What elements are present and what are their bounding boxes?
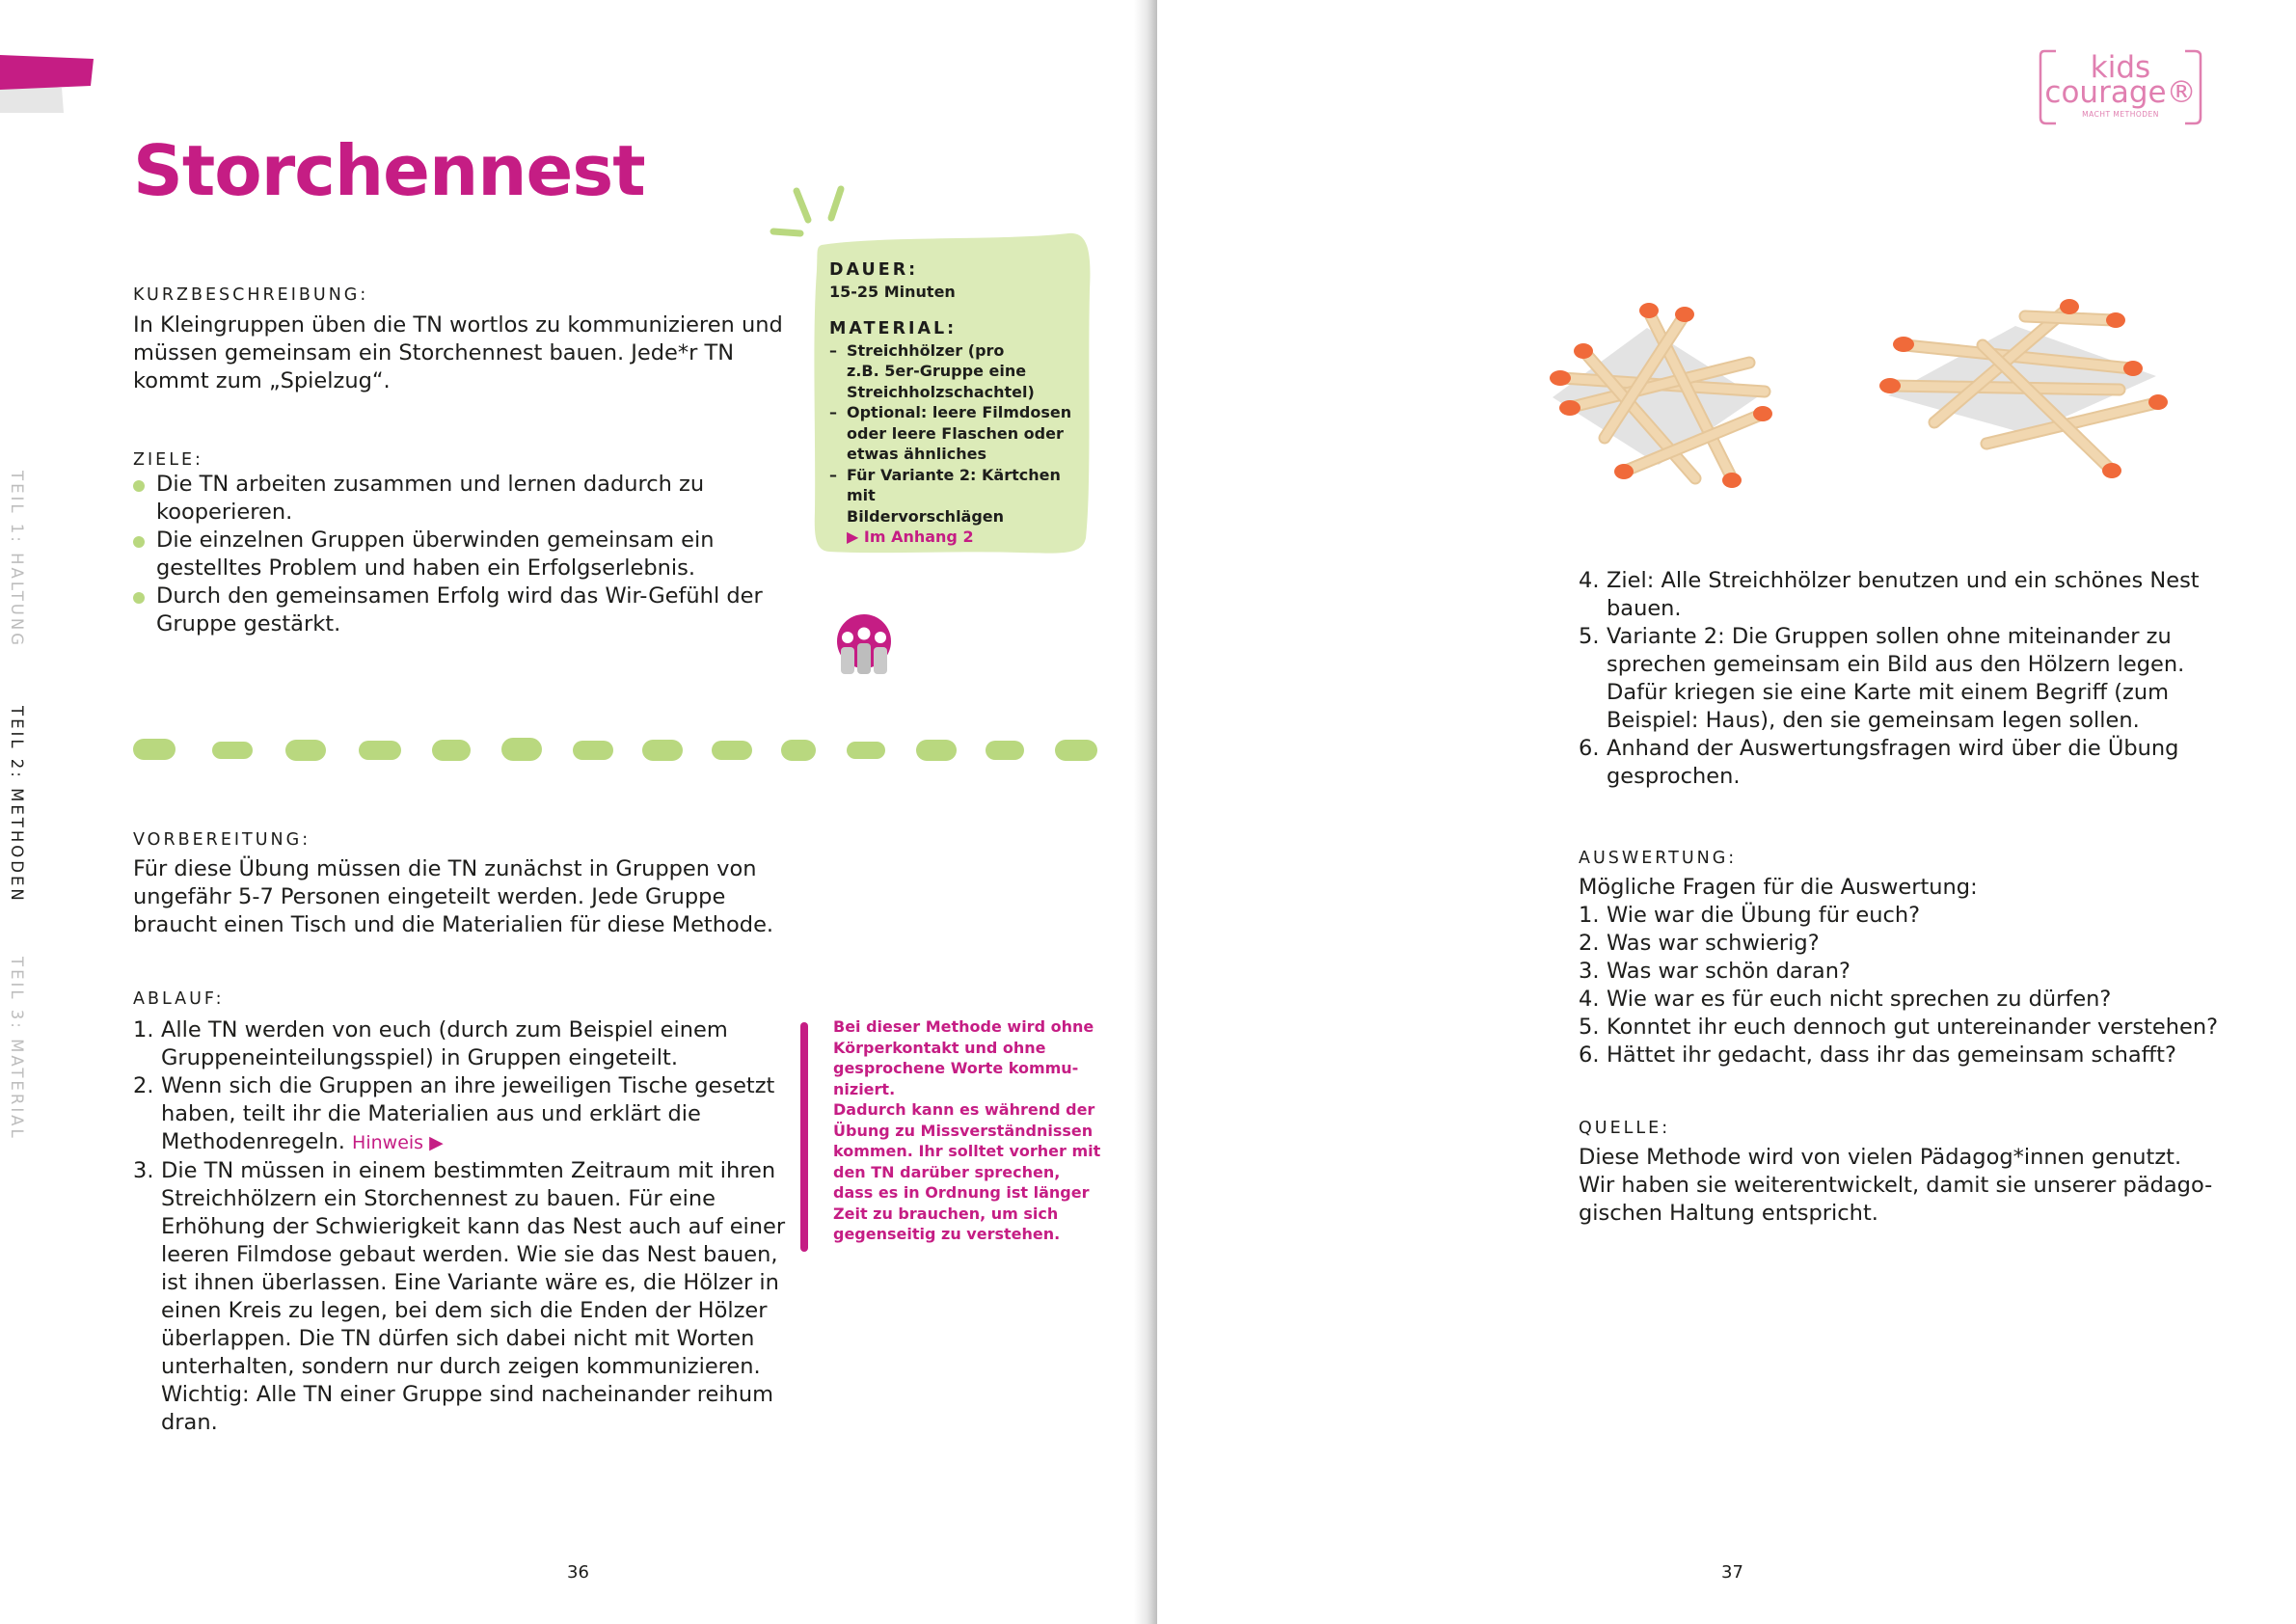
text-line: Wichtig: Alle TN einer Gruppe sind nacheinander reihum bbox=[161, 1382, 774, 1407]
list-item bbox=[1579, 623, 2273, 735]
text-line: gestelltes Problem und haben ein Erfolgserlebnis. bbox=[156, 555, 696, 581]
text-line: Wenn sich die Gruppen an ihre jeweiligen Tische gesetzt bbox=[161, 1073, 775, 1098]
text-line: Die TN arbeiten zusammen und lernen dadurch zu bbox=[156, 472, 705, 497]
material-label: MATERIAL: bbox=[829, 319, 958, 338]
text-line: Für diese Übung müssen die TN zunächst in Gruppen von bbox=[133, 856, 757, 881]
text-line: ist ihnen überlassen. Eine Variante wäre es, die Hölzer in bbox=[161, 1270, 779, 1295]
text-line: Alle TN werden von euch (durch zum Beispiel einem bbox=[161, 1017, 728, 1042]
ziele-list bbox=[133, 471, 770, 638]
text-line: kooperieren. bbox=[156, 500, 293, 525]
text-line: etwas ähnliches bbox=[847, 445, 986, 463]
list-item bbox=[133, 471, 770, 527]
page-title: Storchennest bbox=[133, 130, 645, 211]
list-item bbox=[1579, 735, 2273, 791]
right-page bbox=[1157, 0, 2296, 1624]
kurzbeschreibung-text bbox=[133, 311, 808, 395]
ziele-label: ZIELE: bbox=[133, 450, 203, 470]
list-item bbox=[1579, 930, 2273, 958]
auswertung-intro: Mögliche Fragen für die Auswertung: bbox=[1579, 875, 1978, 900]
list-number: 5. bbox=[1579, 624, 1600, 649]
text-line: Erhöhung der Schwierigkeit kann das Nest auch auf einer bbox=[161, 1214, 786, 1239]
list-item bbox=[1579, 1014, 2273, 1042]
kurzbeschreibung-label: KURZBESCHREIBUNG: bbox=[133, 285, 369, 305]
text-line: gegenseitig zu verstehen. bbox=[833, 1225, 1061, 1243]
page-number-right: 37 bbox=[1721, 1562, 1743, 1583]
question-text: Was war schwierig? bbox=[1607, 931, 1820, 956]
text-line: gischen Haltung entspricht. bbox=[1579, 1201, 1878, 1226]
anhang-link[interactable]: ▶ Im Anhang 2 bbox=[847, 528, 974, 546]
text-line: Variante 2: Die Gruppen sollen ohne miteinander zu bbox=[1607, 624, 2172, 649]
list-item bbox=[829, 465, 1075, 528]
list-item bbox=[133, 1072, 808, 1157]
list-item bbox=[1579, 958, 2273, 986]
bullet-dot-icon bbox=[133, 480, 145, 492]
bullet-dot-icon bbox=[133, 536, 145, 548]
page-gutter bbox=[1134, 0, 1157, 1624]
side-tab-teil1[interactable]: TEIL 1: HALTUNG bbox=[8, 471, 26, 649]
text-line: Die einzelnen Gruppen überwinden gemeinsam ein bbox=[156, 528, 715, 553]
list-number: 2. bbox=[1579, 931, 1600, 956]
auswertung-label: AUSWERTUNG: bbox=[1579, 849, 1738, 868]
question-text: Konntet ihr euch dennoch gut untereinander verstehen? bbox=[1607, 1015, 2219, 1040]
material-list bbox=[829, 340, 1075, 528]
text-line: oder leere Flaschen oder bbox=[847, 423, 1064, 443]
list-number: 3. bbox=[1579, 959, 1600, 984]
text-line: Ziel: Alle Streichhölzer benutzen und ein schönes Nest bbox=[1607, 568, 2200, 593]
text-line: haben, teilt ihr die Materialien aus und erklärt die bbox=[161, 1101, 701, 1126]
list-item bbox=[1579, 567, 2273, 623]
text-line: Dafür kriegen sie eine Karte mit einem Begriff (zum bbox=[1607, 680, 2170, 705]
info-box bbox=[808, 231, 1093, 556]
info-box-content bbox=[829, 260, 1075, 548]
ablauf-list-continued bbox=[1579, 567, 2273, 791]
text-line: Die TN müssen in einem bestimmten Zeitraum mit ihren bbox=[161, 1158, 776, 1183]
text-line: z.B. 5er-Gruppe eine bbox=[847, 362, 1027, 380]
list-number: 1. bbox=[133, 1017, 154, 1042]
text-line: gesprochene Worte kommu- bbox=[833, 1059, 1079, 1077]
dash-icon: – bbox=[829, 403, 837, 421]
list-number: 4. bbox=[1579, 987, 1600, 1012]
text-line: bauen. bbox=[1607, 596, 1682, 621]
text-line: Gruppeneinteilungsspiel) in Gruppen eingeteilt. bbox=[161, 1045, 678, 1070]
bullet-dot-icon bbox=[133, 592, 145, 604]
text-line: müssen gemeinsam ein Storchennest bauen. Jede*r TN bbox=[133, 340, 735, 365]
list-item bbox=[829, 402, 1075, 465]
text-line: braucht einen Tisch und die Materialien für diese Methode. bbox=[133, 912, 774, 937]
ablauf-list bbox=[133, 1016, 808, 1437]
text-line: kommen. Ihr solltet vorher mit bbox=[833, 1142, 1101, 1160]
text-line: Streichhölzern ein Storchennest zu bauen. Für eine bbox=[161, 1186, 716, 1211]
text-line: Bei dieser Methode wird ohne bbox=[833, 1017, 1094, 1036]
text-line: den TN darüber sprechen, bbox=[833, 1162, 1061, 1181]
logo-kids-text: kids bbox=[2090, 50, 2151, 85]
text-line: Durch den gemeinsamen Erfolg wird das Wir-Gefühl der bbox=[156, 583, 763, 609]
side-tab-teil3[interactable]: TEIL 3: MATERIAL bbox=[8, 957, 26, 1141]
text-line: Bildervorschlägen bbox=[847, 506, 1005, 526]
text-line: überlappen. Die TN dürfen sich dabei nicht mit Worten bbox=[161, 1326, 755, 1351]
text-line: Anhand der Auswertungsfragen wird über die Übung bbox=[1607, 736, 2179, 761]
three-people-group-icon bbox=[831, 614, 897, 680]
text-line: Gruppe gestärkt. bbox=[156, 611, 341, 636]
text-line: In Kleingruppen üben die TN wortlos zu kommunizieren und bbox=[133, 312, 783, 338]
text-line: Beispiel: Haus), den sie gemeinsam legen sollen. bbox=[1607, 708, 2140, 733]
list-item bbox=[133, 582, 770, 638]
text-line: Zeit zu brauchen, um sich bbox=[833, 1204, 1059, 1223]
hinweis-link[interactable]: Hinweis ▶ bbox=[352, 1132, 444, 1153]
text-line: Wir haben sie weiterentwickelt, damit sie unserer pädago- bbox=[1579, 1173, 2213, 1198]
list-item bbox=[829, 340, 1075, 403]
text-line: leeren Filmdose gebaut werden. Wie sie das Nest bauen, bbox=[161, 1242, 778, 1267]
matchstick-nest-illustration-2 bbox=[1871, 289, 2179, 482]
list-number: 6. bbox=[1579, 1042, 1600, 1068]
text-line: kommt zum „Spielzug“. bbox=[133, 368, 391, 393]
section-color-tab bbox=[0, 53, 96, 113]
dash-icon: – bbox=[829, 340, 837, 360]
list-number: 6. bbox=[1579, 736, 1600, 761]
list-number: 2. bbox=[133, 1073, 154, 1098]
dash-icon: – bbox=[829, 465, 837, 484]
dauer-value: 15-25 Minuten bbox=[829, 282, 956, 301]
side-tab-teil2[interactable]: TEIL 2: METHODEN bbox=[8, 706, 26, 904]
list-number: 3. bbox=[133, 1158, 154, 1183]
text-line: Übung zu Missverständnissen bbox=[833, 1121, 1094, 1140]
matchstick-nest-illustration-1 bbox=[1533, 289, 1813, 492]
list-item bbox=[1579, 986, 2273, 1014]
note-accent-bar bbox=[800, 1022, 808, 1252]
quelle-label: QUELLE: bbox=[1579, 1119, 1671, 1138]
ablauf-label: ABLAUF: bbox=[133, 989, 225, 1009]
side-note-text bbox=[833, 1016, 1122, 1245]
list-number: 4. bbox=[1579, 568, 1600, 593]
kidscourage-logo bbox=[2039, 48, 2202, 127]
text-line: Körperkontakt und ohne bbox=[833, 1038, 1046, 1057]
question-text: Hättet ihr gedacht, dass ihr das gemeinsam schafft? bbox=[1607, 1042, 2176, 1068]
vorbereitung-text bbox=[133, 855, 808, 939]
list-item bbox=[133, 527, 770, 582]
text-line: Streichhölzer (pro bbox=[847, 340, 1005, 360]
question-text: Was war schön daran? bbox=[1607, 959, 1850, 984]
question-text: Wie war die Übung für euch? bbox=[1607, 903, 1921, 928]
text-line: ungefähr 5-7 Personen eingeteilt werden. Jede Gruppe bbox=[133, 884, 726, 909]
list-item bbox=[133, 1016, 808, 1072]
text-line: Für Variante 2: Kärtchen mit bbox=[847, 465, 1061, 504]
text-line: niziert. bbox=[833, 1079, 896, 1098]
question-text: Wie war es für euch nicht sprechen zu dürfen? bbox=[1607, 987, 2112, 1012]
page-number-left: 36 bbox=[567, 1562, 589, 1583]
text-line: gesprochen. bbox=[1607, 764, 1741, 789]
list-item bbox=[133, 1157, 808, 1437]
text-line: Diese Methode wird von vielen Pädagog*innen genutzt. bbox=[1579, 1145, 2182, 1170]
vorbereitung-label: VORBEREITUNG: bbox=[133, 830, 311, 850]
text-line: sprechen gemeinsam ein Bild aus den Hölzern legen. bbox=[1607, 652, 2185, 677]
list-number: 1. bbox=[1579, 903, 1600, 928]
quelle-text bbox=[1579, 1144, 2273, 1228]
list-item bbox=[1579, 902, 2273, 930]
logo-subtitle: MACHT METHODEN bbox=[2082, 110, 2159, 119]
text-line: dass es in Ordnung ist länger bbox=[833, 1183, 1090, 1202]
text-line: einen Kreis zu legen, bei dem sich die Enden der Hölzer bbox=[161, 1298, 768, 1323]
auswertung-list bbox=[1579, 902, 2273, 1069]
dashed-divider bbox=[129, 733, 1103, 768]
dauer-label: DAUER: bbox=[829, 260, 919, 280]
text-line: Streichholzschachtel) bbox=[847, 382, 1035, 401]
logo-courage-text: courage® bbox=[2044, 75, 2197, 110]
text-line: dran. bbox=[161, 1410, 218, 1435]
text-fragment: Methodenregeln. bbox=[161, 1129, 345, 1154]
text-line: unterhalten, sondern nur durch zeigen kommunizieren. bbox=[161, 1354, 761, 1379]
left-page bbox=[0, 0, 1144, 1624]
list-item bbox=[1579, 1042, 2273, 1069]
list-number: 5. bbox=[1579, 1015, 1600, 1040]
text-line: Optional: leere Filmdosen bbox=[847, 403, 1072, 421]
text-line bbox=[161, 1128, 808, 1157]
text-line: Dadurch kann es während der bbox=[833, 1100, 1095, 1119]
